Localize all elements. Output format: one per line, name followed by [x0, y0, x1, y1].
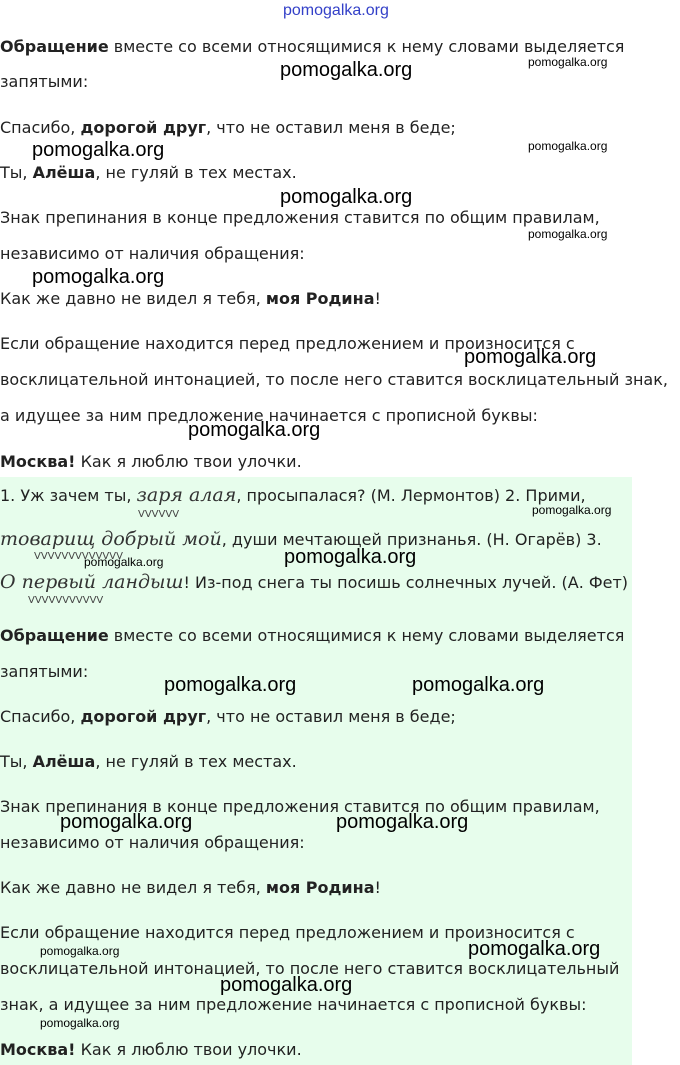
handwritten-address-3: О первый ландыш [0, 571, 184, 593]
rule-line-4-repeat: независимо от наличия обращения: [0, 833, 305, 852]
watermark: pomogalka.org [468, 938, 601, 960]
header-watermark: pomogalka.org [283, 2, 389, 19]
rule-line-6-repeat: восклицательной интонацией, то после него ставится восклицательный [0, 959, 620, 978]
rule-line-7: а идущее за ним предложение начинается с прописной буквы: [0, 406, 538, 425]
watermark: pomogalka.org [220, 974, 353, 996]
example-4: Москва! Как я люблю твои улочки. [0, 452, 302, 471]
handwritten-address-2: товарищ добрый мой [0, 528, 222, 550]
answer-sentence-1: 1. Уж зачем ты, заря алая, просыпалася? (М. Лермонтов) 2. Прими, [0, 484, 586, 506]
rule-line-1-repeat: Обращение вместе со всеми относящимися к нему словами выделяется [0, 626, 625, 645]
watermark: pomogalka.org [188, 419, 321, 441]
rule-line-5-repeat: Если обращение находится перед предложением и произносится с [0, 923, 575, 942]
example-3: Как же давно не видел я тебя, моя Родина! [0, 289, 381, 308]
rule-line-3: Знак препинания в конце предложения ставится по общим правилам, [0, 208, 600, 227]
watermark: pomogalka.org [528, 55, 608, 69]
watermark: pomogalka.org [164, 674, 297, 696]
rule-line-4: независимо от наличия обращения: [0, 244, 305, 263]
watermark: pomogalka.org [532, 503, 612, 517]
handwritten-address-1: заря алая [136, 484, 237, 506]
underline-marks-2: VVVVVVVVVVVVV [34, 551, 123, 562]
watermark: pomogalka.org [84, 555, 164, 569]
rule-line-2: запятыми: [0, 72, 89, 91]
watermark: pomogalka.org [284, 546, 417, 568]
example-2-repeat: Ты, Алёша, не гуляй в тех местах. [0, 752, 297, 771]
example-4-repeat: Москва! Как я люблю твои улочки. [0, 1040, 302, 1059]
watermark: pomogalka.org [412, 674, 545, 696]
example-2: Ты, Алёша, не гуляй в тех местах. [0, 163, 297, 182]
watermark: pomogalka.org [40, 1016, 120, 1030]
rule-line-6: восклицательной интонацией, то после него ставится восклицательный знак, [0, 370, 668, 389]
example-1: Спасибо, дорогой друг, что не оставил меня в беде; [0, 118, 456, 137]
rule-line-3-repeat: Знак препинания в конце предложения ставится по общим правилам, [0, 797, 600, 816]
underline-marks-3: VVVVVVVVVVV [28, 595, 104, 606]
answer-sentence-3: О первый ландыш! Из-под снега ты посишь солнечных лучей. (А. Фет) [0, 571, 629, 593]
watermark: pomogalka.org [32, 266, 165, 288]
rule-line-2-repeat: запятыми: [0, 662, 89, 681]
example-3-repeat: Как же давно не видел я тебя, моя Родина! [0, 878, 381, 897]
watermark: pomogalka.org [336, 811, 469, 833]
watermark: pomogalka.org [280, 59, 413, 81]
watermark: pomogalka.org [528, 227, 608, 241]
underline-marks-1: VVVVVV [138, 509, 180, 520]
watermark: pomogalka.org [40, 944, 120, 958]
rule-line-1: Обращение вместе со всеми относящимися к нему словами выделяется [0, 37, 625, 56]
rule-line-5: Если обращение находится перед предложением и произносится с [0, 334, 575, 353]
watermark: pomogalka.org [32, 139, 165, 161]
rule-line-7-repeat: знак, а идущее за ним предложение начинается с прописной буквы: [0, 995, 587, 1014]
watermark: pomogalka.org [464, 346, 597, 368]
watermark: pomogalka.org [280, 186, 413, 208]
example-1-repeat: Спасибо, дорогой друг, что не оставил меня в беде; [0, 707, 456, 726]
watermark: pomogalka.org [528, 139, 608, 153]
watermark: pomogalka.org [60, 811, 193, 833]
answer-sentence-2: товарищ добрый мой, души мечтающей признанья. (Н. Огарёв) 3. [0, 528, 602, 550]
